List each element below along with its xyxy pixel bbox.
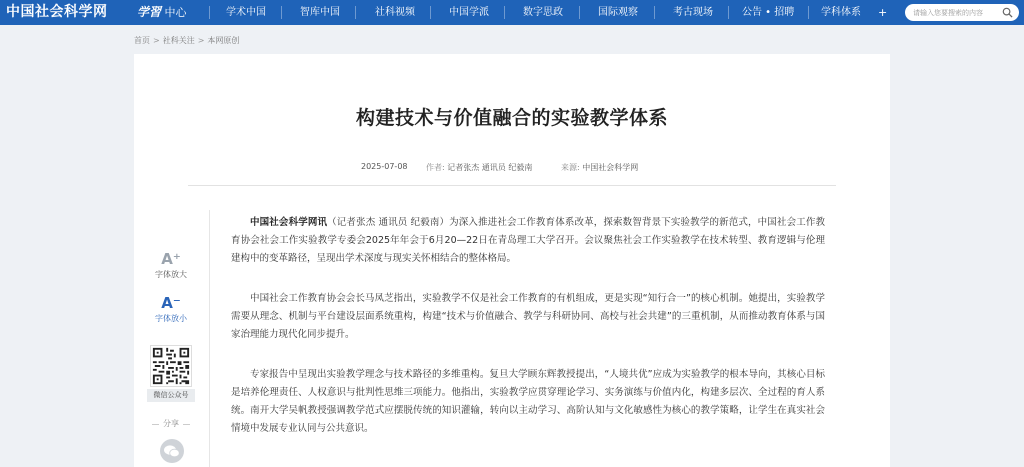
font-larger-button[interactable] [149,251,193,280]
nav-divider [808,6,809,19]
article-paragraph: 中国社会工作教育协会会长马凤芝指出，实验教学不仅是社会工作教育的有机组成，更是实现“知行合一”的核心机制。她提出，实验教学需要从理念、机制与平台建设层面系统重构，构建“技术与价值融合、教学与科研协同、高校与社会共建”的三重机制，从而推动教育体系与国家治理能力现代化同步提升。 [231,293,825,340]
nav-divider [579,6,580,19]
article-lead: 中国社会科学网讯 [250,217,328,228]
study-center-label: 中心 [164,6,187,19]
article-paragraph [231,214,825,268]
article-source [561,162,638,173]
search-box [905,4,1019,21]
nav-item-guoji[interactable]: 国际观察 [598,7,638,18]
nav-divider [430,6,431,19]
nav-divider [355,6,356,19]
font-smaller-icon: A⁻ [161,294,181,312]
nav-divider [504,6,505,19]
font-larger-icon: A⁺ [161,250,181,268]
nav-item-xueke[interactable]: 学科体系 [821,7,861,18]
article-author [426,162,532,173]
nav-item-video[interactable]: 社科视频 [375,7,415,18]
header-divider [188,185,836,186]
breadcrumb-separator: > [153,36,160,45]
font-smaller-button[interactable] [149,295,193,324]
wechat-qr-code [150,345,192,387]
breadcrumb-category[interactable]: 社科关注 [162,36,195,45]
breadcrumb-current[interactable]: 本网原创 [207,36,240,45]
nav-divider [281,6,282,19]
nav-divider [209,6,210,19]
nav-item-xuepai[interactable]: 中国学派 [449,7,489,18]
nav-divider [728,6,729,19]
nav-item-xueshu[interactable]: 学术中国 [226,7,266,18]
source-label: 来源: [561,163,580,172]
nav-divider [654,6,655,19]
paragraph-text: （记者张杰 通讯员 纪毅南）为深入推进社会工作教育体系改革，探索数智背景下实验教学的新范式，中国社会工作教育协会社会工作实验教学专委会2025年年会于6月20—22日在青岛理工大学召开。会议聚焦社会工作实验教学在技术转型、教育逻辑与伦理建构中的变革路径，呈现出学术深度与现实关怀相结合的整体格局。 [231,217,825,264]
nav-more-button[interactable]: + [878,6,888,19]
sidebar-divider [209,210,210,467]
qr-code-icon [151,346,191,386]
wechat-icon [160,439,184,463]
nav-item-zhiku[interactable]: 智库中国 [300,7,340,18]
article-date: 2025-07-08 [361,162,408,171]
author-label: 作者: [426,163,445,172]
source-value: 中国社会科学网 [582,163,639,172]
top-nav-bar [0,0,1024,25]
search-input[interactable] [913,4,997,21]
nav-item-gonggao[interactable]: 公告 • 招聘 [742,7,795,18]
study-center-link[interactable] [137,2,187,23]
breadcrumb-separator: > [197,36,205,45]
qr-caption: 微信公众号 [147,389,195,402]
share-label: 分享 [150,418,192,429]
study-center-logo: 学習 [137,5,162,19]
site-logo[interactable]: 中国社会科学网 [6,4,108,20]
breadcrumb-home[interactable]: 首页 [134,36,150,45]
search-icon[interactable] [1002,7,1013,18]
nav-item-sizheng[interactable]: 数字思政 [523,7,563,18]
nav-item-kaogu[interactable]: 考古现场 [673,7,713,18]
article-title: 构建技术与价值融合的实验教学体系 [355,107,668,129]
article-paragraph: 专家报告中呈现出实验教学理念与技术路径的多维重构。复旦大学顾东辉教授提出，“人境共优”应成为实验教学的根本导向，其核心目标是培养伦理责任、人权意识与批判性思维三项能力。他指出，实验教学应贯穿理论学习、实务演练与价值内化，构建多层次、全过程的育人系统。南开大学吴帆教授强调教学范式应摆脱传统的知识灌输，转向以主动学习、高阶认知与文化敏感性为核心的教学策略，让学生在真实社会情境中发展专业认同与公共意识。 [231,369,825,434]
wechat-share-button[interactable] [160,439,184,463]
breadcrumb [134,35,239,46]
font-larger-label: 字体放大 [155,270,187,279]
font-smaller-label: 字体放小 [155,314,187,323]
author-value: 记者张杰 通讯员 纪毅南 [447,163,533,172]
